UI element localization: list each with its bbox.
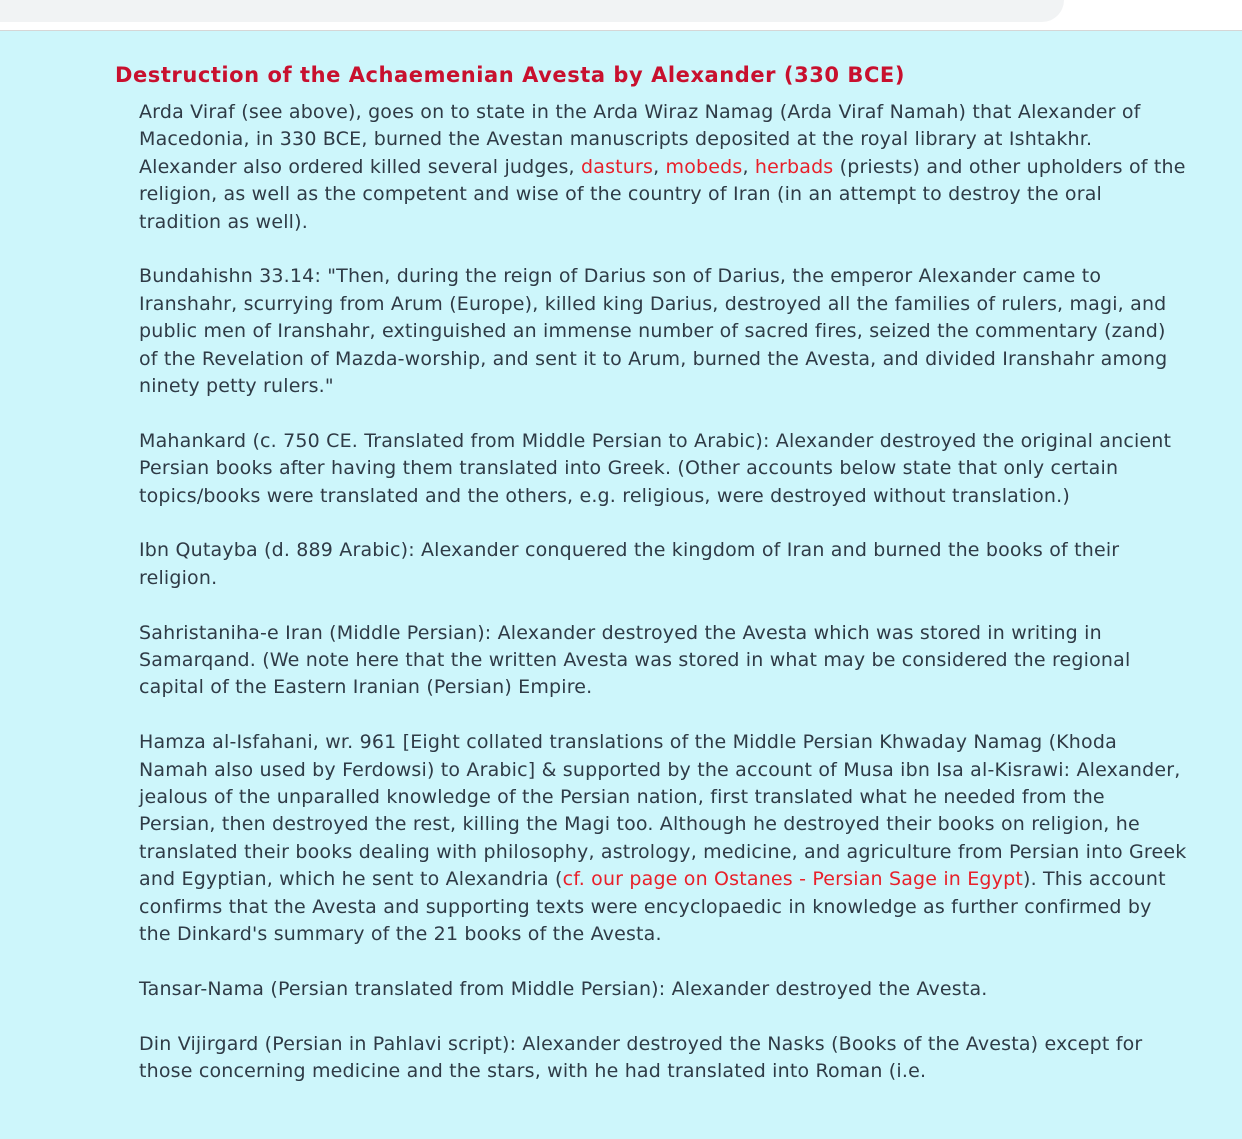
browser-toolbar [0,0,1242,31]
article-body [139,99,1187,1113]
paragraph-arda-viraf [139,99,1187,236]
paragraph-bundahishn: Bundahishn 33.14: "Then, during the reign of Darius son of Darius, the emperor Alexander came to Iranshahr, scurrying from Arum (Europe), killed king Darius, destroyed all the families of rulers, magi, and public men of Iranshahr, extinguished an immense number of sacred fires, seized the commentary (zand) of the Revelation of Mazda-worship, and sent it to Arum, burned the Avesta, and divided Iranshahr among ninety petty rulers." [139,265,1168,398]
paragraph-text: Arda Viraf (see above), goes on to state in the Arda Wiraz Namag (Arda Viraf Namah) that Alexander of Macedonia, in 330 BCE, burned the Avestan manuscripts deposited at the royal library at Ishtakhr. Alexander also ordered killed several judges, [139,101,1141,178]
paragraph-text: ). This account confirms that the Avesta and supporting texts were encyclopaedic in knowledge as further confirmed by the Dinkard's summary of the 21 books of the Avesta. [139,868,1166,946]
separator: , [653,155,666,178]
link-herbads[interactable]: herbads [754,155,834,178]
link-ostanes-page[interactable]: cf. our page on Ostanes - Persian Sage in Egypt [562,868,1023,891]
link-mobeds[interactable]: mobeds [665,155,743,178]
paragraph-din-vijirgard: Din Vijirgard (Persian in Pahlavi script): Alexander destroyed the Nasks (Books of the Avesta) except for those concerning medicine and the stars, with he had translated into Roman (i.e. [139,1032,1143,1083]
paragraph-text: Hamza al-Isfahani, wr. 961 [Eight collated translations of the Middle Persian Khwaday Namag (Khoda Namah also used by Ferdowsi) to Arabic] & supported by the account of Musa ibn Isa al-Kisrawi: Alexander, jealous of the unparalled knowledge of the Persian nation, first translated what he needed from the Persian, then destroyed the rest, killing the Magi too. Although he destroyed their books on religion, he translated their books dealing with philosophy, astrology, medicine, and agriculture from Persian into Greek and Egyptian, which he sent to Alexandria ( [139,731,1187,891]
paragraph-tansar-nama: Tansar-Nama (Persian translated from Middle Persian): Alexander destroyed the Avesta. [139,977,988,1000]
address-bar[interactable] [0,0,1064,22]
paragraph-text: (priests) and other upholders of the religion, as well as the competent and wise of the country of Iran (in an attempt to destroy the oral tradition as well). [139,155,1186,233]
link-dasturs[interactable]: dasturs [581,155,654,178]
paragraph-mahankard: Mahankard (c. 750 CE. Translated from Middle Persian to Arabic): Alexander destroyed the original ancient Persian books after having them translated into Greek. (Other accounts below state that only certain topics/books were translated and the others, e.g. religious, were destroyed without translation.) [139,429,1172,507]
page-content [0,31,1242,1139]
paragraph-hamza [139,729,1187,948]
separator: , [742,155,755,178]
paragraph-sahristaniha: Sahristaniha-e Iran (Middle Persian): Alexander destroyed the Avesta which was stored in writing in Samarqand. (We note here that the written Avesta was stored in what may be considered the regional capital of the Eastern Iranian (Persian) Empire. [139,621,1131,699]
section-title: Destruction of the Achaemenian Avesta by Alexander (330 BCE) [115,63,905,87]
paragraph-ibn-qutayba: Ibn Qutayba (d. 889 Arabic): Alexander conquered the kingdom of Iran and burned the books of their religion. [139,539,1120,589]
